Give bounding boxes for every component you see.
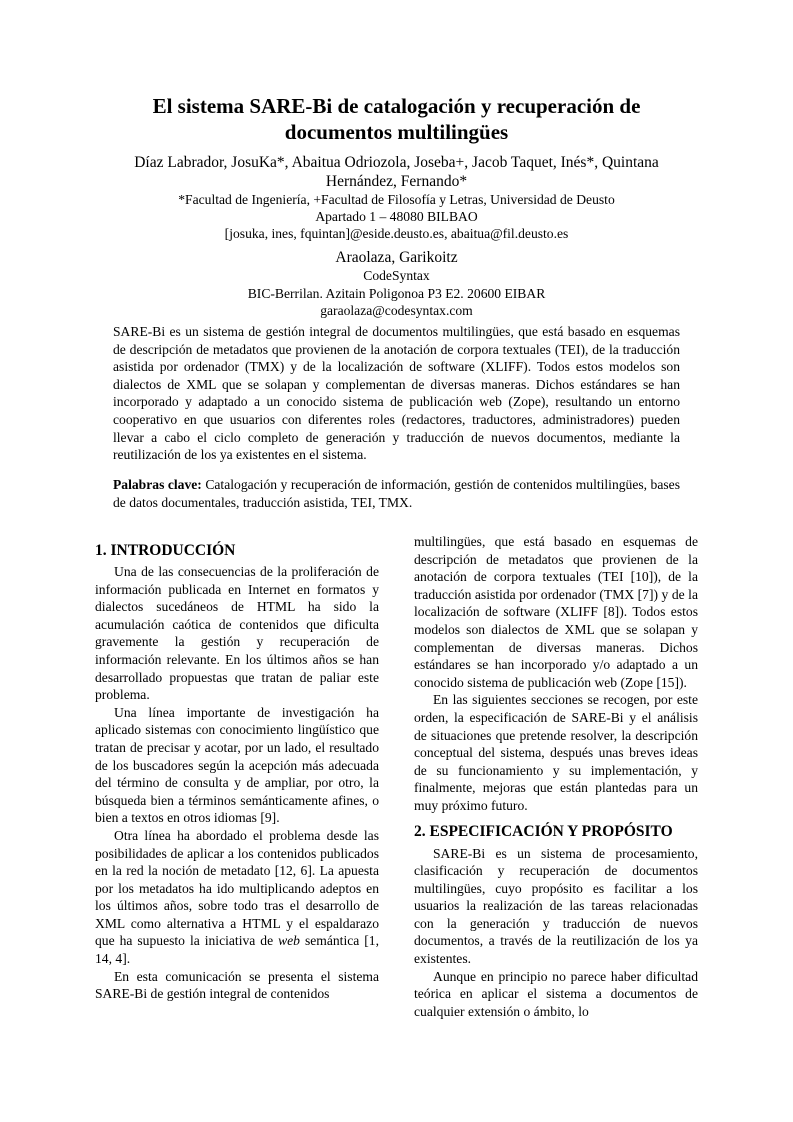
right-column-continuation: multilingües, que está basado en esquemas de descripción de metadatos que provienen de la anotación de corpora textuales (TEI [10]), de la traducción asistida por ordenador (TMX [7]) y de la localización de software (XLIFF [8]). Todos estos modelos son dialectos de XML que se solapan y complementan de diversas maneras. Dichos estándares se han incorporado y/o adaptado a un conocido sistema de publicación web (Zope [15]). <box>414 534 698 690</box>
right-column <box>414 533 698 1020</box>
author-names-line-2: Hernández, Fernando* <box>325 173 468 190</box>
author-affiliation: *Facultad de Ingeniería, +Facultad de Filosofía y Letras, Universidad de Deusto <box>178 192 615 207</box>
keywords-text: Catalogación y recuperación de información, gestión de contenidos multilingües, bases de datos documentales, traducción asistida, TEI, TMX. <box>113 477 681 510</box>
section-1-paragraph-1: Una de las consecuencias de la proliferación de información publicada en Internet en formatos y dialectos sucedáneos de HTML ha sido la acumulación caótica de contenidos que dificulta gravemente la gestión y recuperación de información relevante. En los últimos años se han desarrollado propuestas que tratan de paliar este problema. <box>95 564 379 703</box>
keywords-label: Palabras clave: <box>113 477 202 492</box>
title-line-2: documentos multilingües <box>284 120 509 144</box>
section-1-paragraph-2: Una línea importante de investigación ha aplicado sistemas con conocimiento lingüístico que tratan de precisar y acotar, por un lado, el resultado de los buscadores según la acepción más adecuada del término de consulta y de ampliar, por otro, la búsqueda bien a términos semánticamente afines, o bien a textos en otros idiomas [9]. <box>95 704 379 826</box>
section-1-heading: 1. INTRODUCCIÓN <box>95 542 236 559</box>
author-names-line-1: Díaz Labrador, JosuKa*, Abaitua Odriozola, Joseba+, Jacob Taquet, Inés*, Quintana <box>134 154 659 171</box>
section-1-paragraph-4: En esta comunicación se presenta el sistema SARE-Bi de gestión integral de contenidos <box>95 968 379 1002</box>
keywords <box>113 476 680 511</box>
right-column-paragraph: En las siguientes secciones se recogen, por este orden, la especificación de SARE-Bi y el análisis de situaciones que pretende resolver, la descripción conceptual del sistema, después unas breves ideas de su funcionamiento y su implementación, y finalmente, mejoras que están plantedas para un muy próximo futuro. <box>414 692 698 813</box>
left-column <box>95 541 379 1003</box>
p3-text-before: Otra línea ha abordado el problema desde las posibilidades de aplicar a los contenidos publicados en la red la noción de metadato [12, 6]. La apuesta por los metadatos ha ido multiplicando adeptos en los últimos años, sobre todo tras el desarrollo de XML como alternativa a HTML y el espaldarazo que ha supuesto la iniciativa de <box>95 827 379 949</box>
author2-org: CodeSyntax <box>363 268 430 283</box>
section-2-paragraph-1: SARE-Bi es un sistema de procesamiento, clasificación y recuperación de documentos multilingües, cuyo propósito es facilitar a los usuarios la realización de las tareas relacionadas con la generación y traducción de nuevos documentos, a través de la reutilización de los ya existentes. <box>414 845 698 967</box>
author2-address: BIC-Berrilan. Azitain Poligonoa P3 E2. 20600 EIBAR <box>247 285 546 301</box>
p3-text-after: semántica [1, 14, 4]. <box>95 933 379 967</box>
section-2-paragraph-2: Aunque en principio no parece haber dificultad teórica en aplicar el sistema a documentos de cualquier extensión o ámbito, lo <box>414 968 698 1019</box>
author-address: Apartado 1 – 48080 BILBAO <box>315 209 478 224</box>
title-line-1: El sistema SARE-Bi de catalogación y recuperación de <box>152 94 641 118</box>
abstract: SARE-Bi es un sistema de gestión integral de documentos multilingües, que está basado en esquemas de descripción de metadatos que provienen de la anotación de corpora textuales (TEI), de la traducción asistida por ordenador (TMX) y de la localización de software (XLIFF). Todos estos modelos son dialectos de XML que se solapan y complementan de diversas maneras. Dichos estándares se han incorporado y adaptado a un conocido sistema de publicación web (Zope), resultando un entorno cooperativo en que usuarios con diferentes roles (redactores, traductores, administradores) pueden llevar a cabo el ciclo completo de generación y traducción de nuevos documentos, mediante la reutilización de los ya existentes en el sistema. <box>113 324 680 463</box>
paper-title <box>96 93 697 145</box>
section-1-paragraph-3 <box>95 827 379 968</box>
p3-emphasis: web <box>278 933 300 949</box>
author-names <box>96 153 697 191</box>
author-block-1 <box>96 153 697 242</box>
author2-name: Araolaza, Garikoitz <box>335 249 458 266</box>
author2-email: garaolaza@codesyntax.com <box>320 303 473 318</box>
section-2-heading: 2. ESPECIFICACIÓN Y PROPÓSITO <box>414 822 673 840</box>
author-block-2 <box>96 248 697 320</box>
author-emails: [josuka, ines, fquintan]@eside.deusto.es, abaitua@fil.deusto.es <box>224 226 569 241</box>
